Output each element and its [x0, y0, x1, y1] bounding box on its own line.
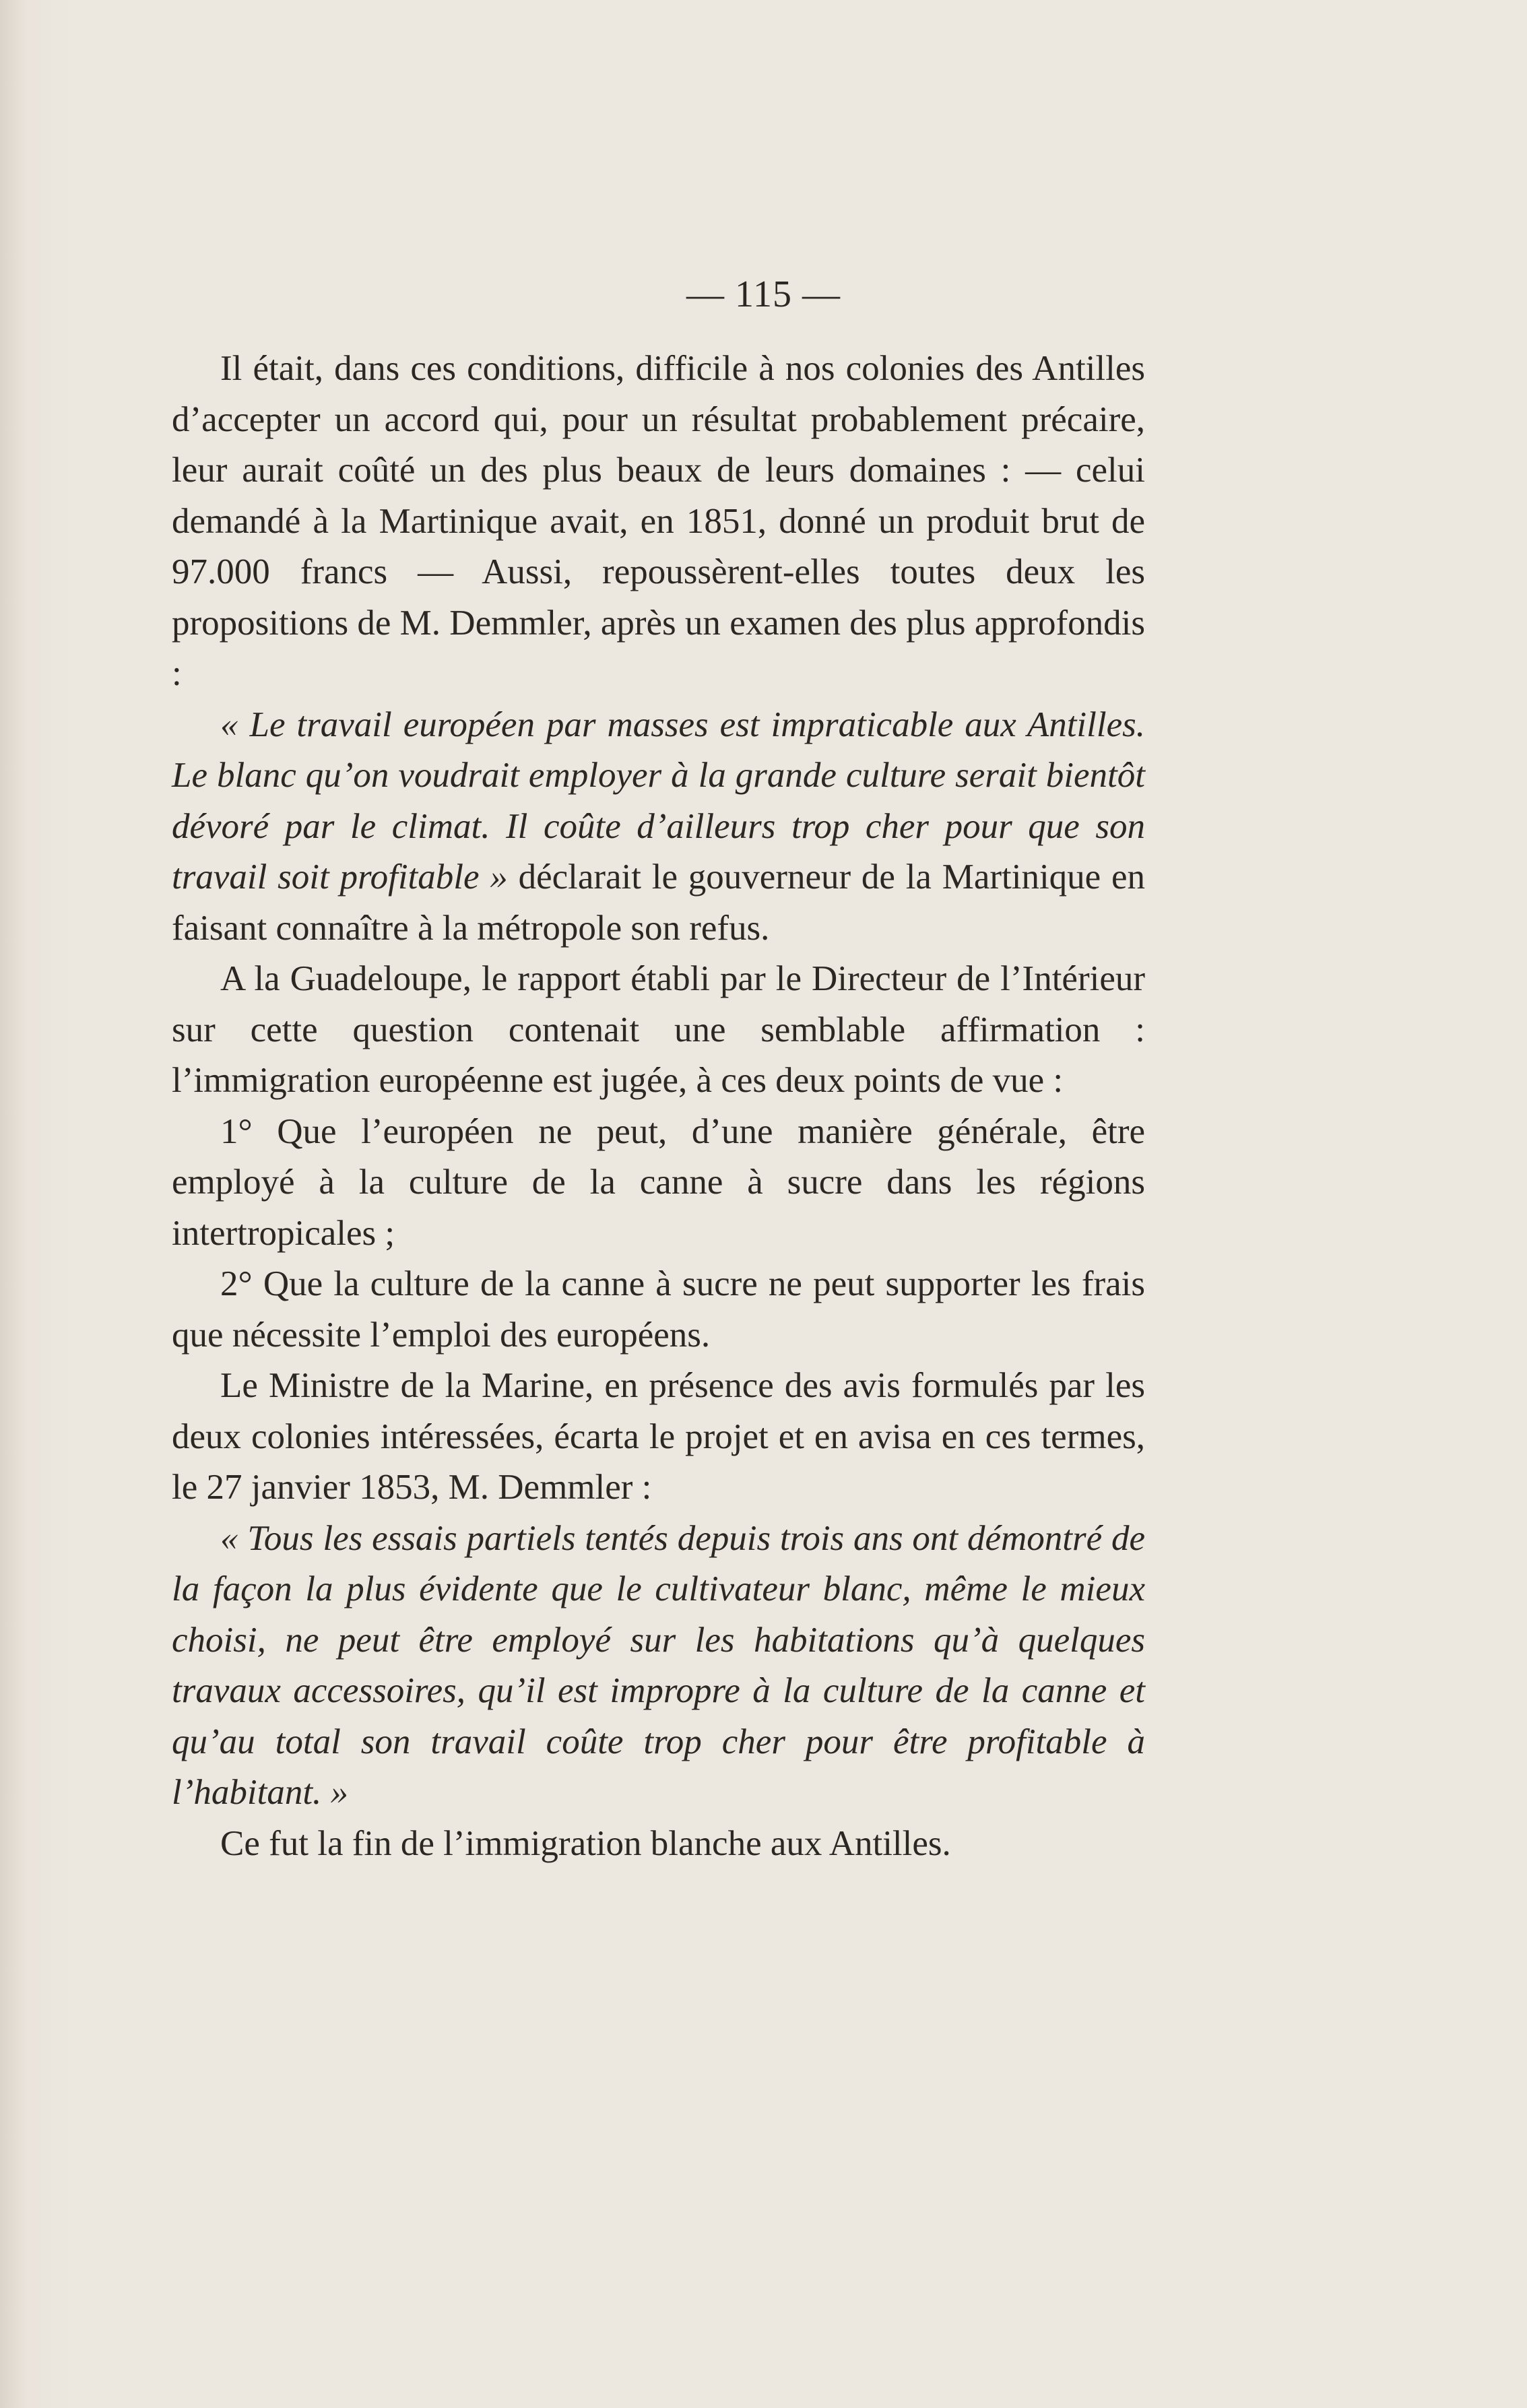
paragraph-governor-quote	[172, 700, 1145, 954]
page-number: — 115 —	[686, 273, 841, 315]
paragraph-conclusion: Ce fut la fin de l’immigration blanche aux Antilles.	[220, 1823, 951, 1863]
paragraph-minister-decision: Le Ministre de la Marine, en présence des avis formulés par les deux colonies intéressées, écarta le projet et en avisa en ces termes, le 27 janvier 1853, M. Demmler :	[172, 1366, 1145, 1507]
governor-quote-attribution: déclarait le gouverneur de la Martinique en faisant connaître à la métropole son refus.	[172, 857, 1146, 948]
paragraph-colonies-refusal: Il était, dans ces conditions, difficile à nos colonies des Antilles d’accepter un accord qui, pour un résultat probablement précaire, leur aurait coûté un des plus beaux de leurs domaines : — celui demandé à la Martinique avait, en 1851, donné un produit brut de 97.000 francs — Aussi, repoussèrent-elles toutes deux les propositions de M. Demmler, après un examen des plus approfondis :	[172, 349, 1145, 693]
body-text	[172, 344, 1145, 1869]
paragraph-point-one: 1° Que l’européen ne peut, d’une manière générale, être employé à la culture de la canne à sucre dans les régions intertropicales ;	[172, 1111, 1145, 1253]
paragraph-point-two: 2° Que la culture de la canne à sucre ne peut supporter les frais que nécessite l’emploi des européens.	[172, 1264, 1145, 1355]
governor-quote: « Le travail européen par masses est impraticable aux Antilles. Le blanc qu’on voudrait employer à la grande culture serait bientôt dévoré par le climat. Il coûte d’ailleurs trop cher pour que son travail soit profitable »	[172, 705, 1145, 897]
paragraph-minister-quote: « Tous les essais partiels tentés depuis trois ans ont démontré de la façon la plus évidente que le cultivateur blanc, même le mieux choisi, ne peut être employé sur les habitations qu’à quelques travaux accessoires, qu’il est impropre à la culture de la canne et qu’au total son travail coûte trop cher pour être profitable à l’habitant. »	[172, 1518, 1145, 1812]
paragraph-guadeloupe-report: A la Guadeloupe, le rapport établi par le Directeur de l’Intérieur sur cette question contenait une semblable affirmation : l’immigration européenne est jugée, à ces deux points de vue :	[172, 959, 1145, 1100]
